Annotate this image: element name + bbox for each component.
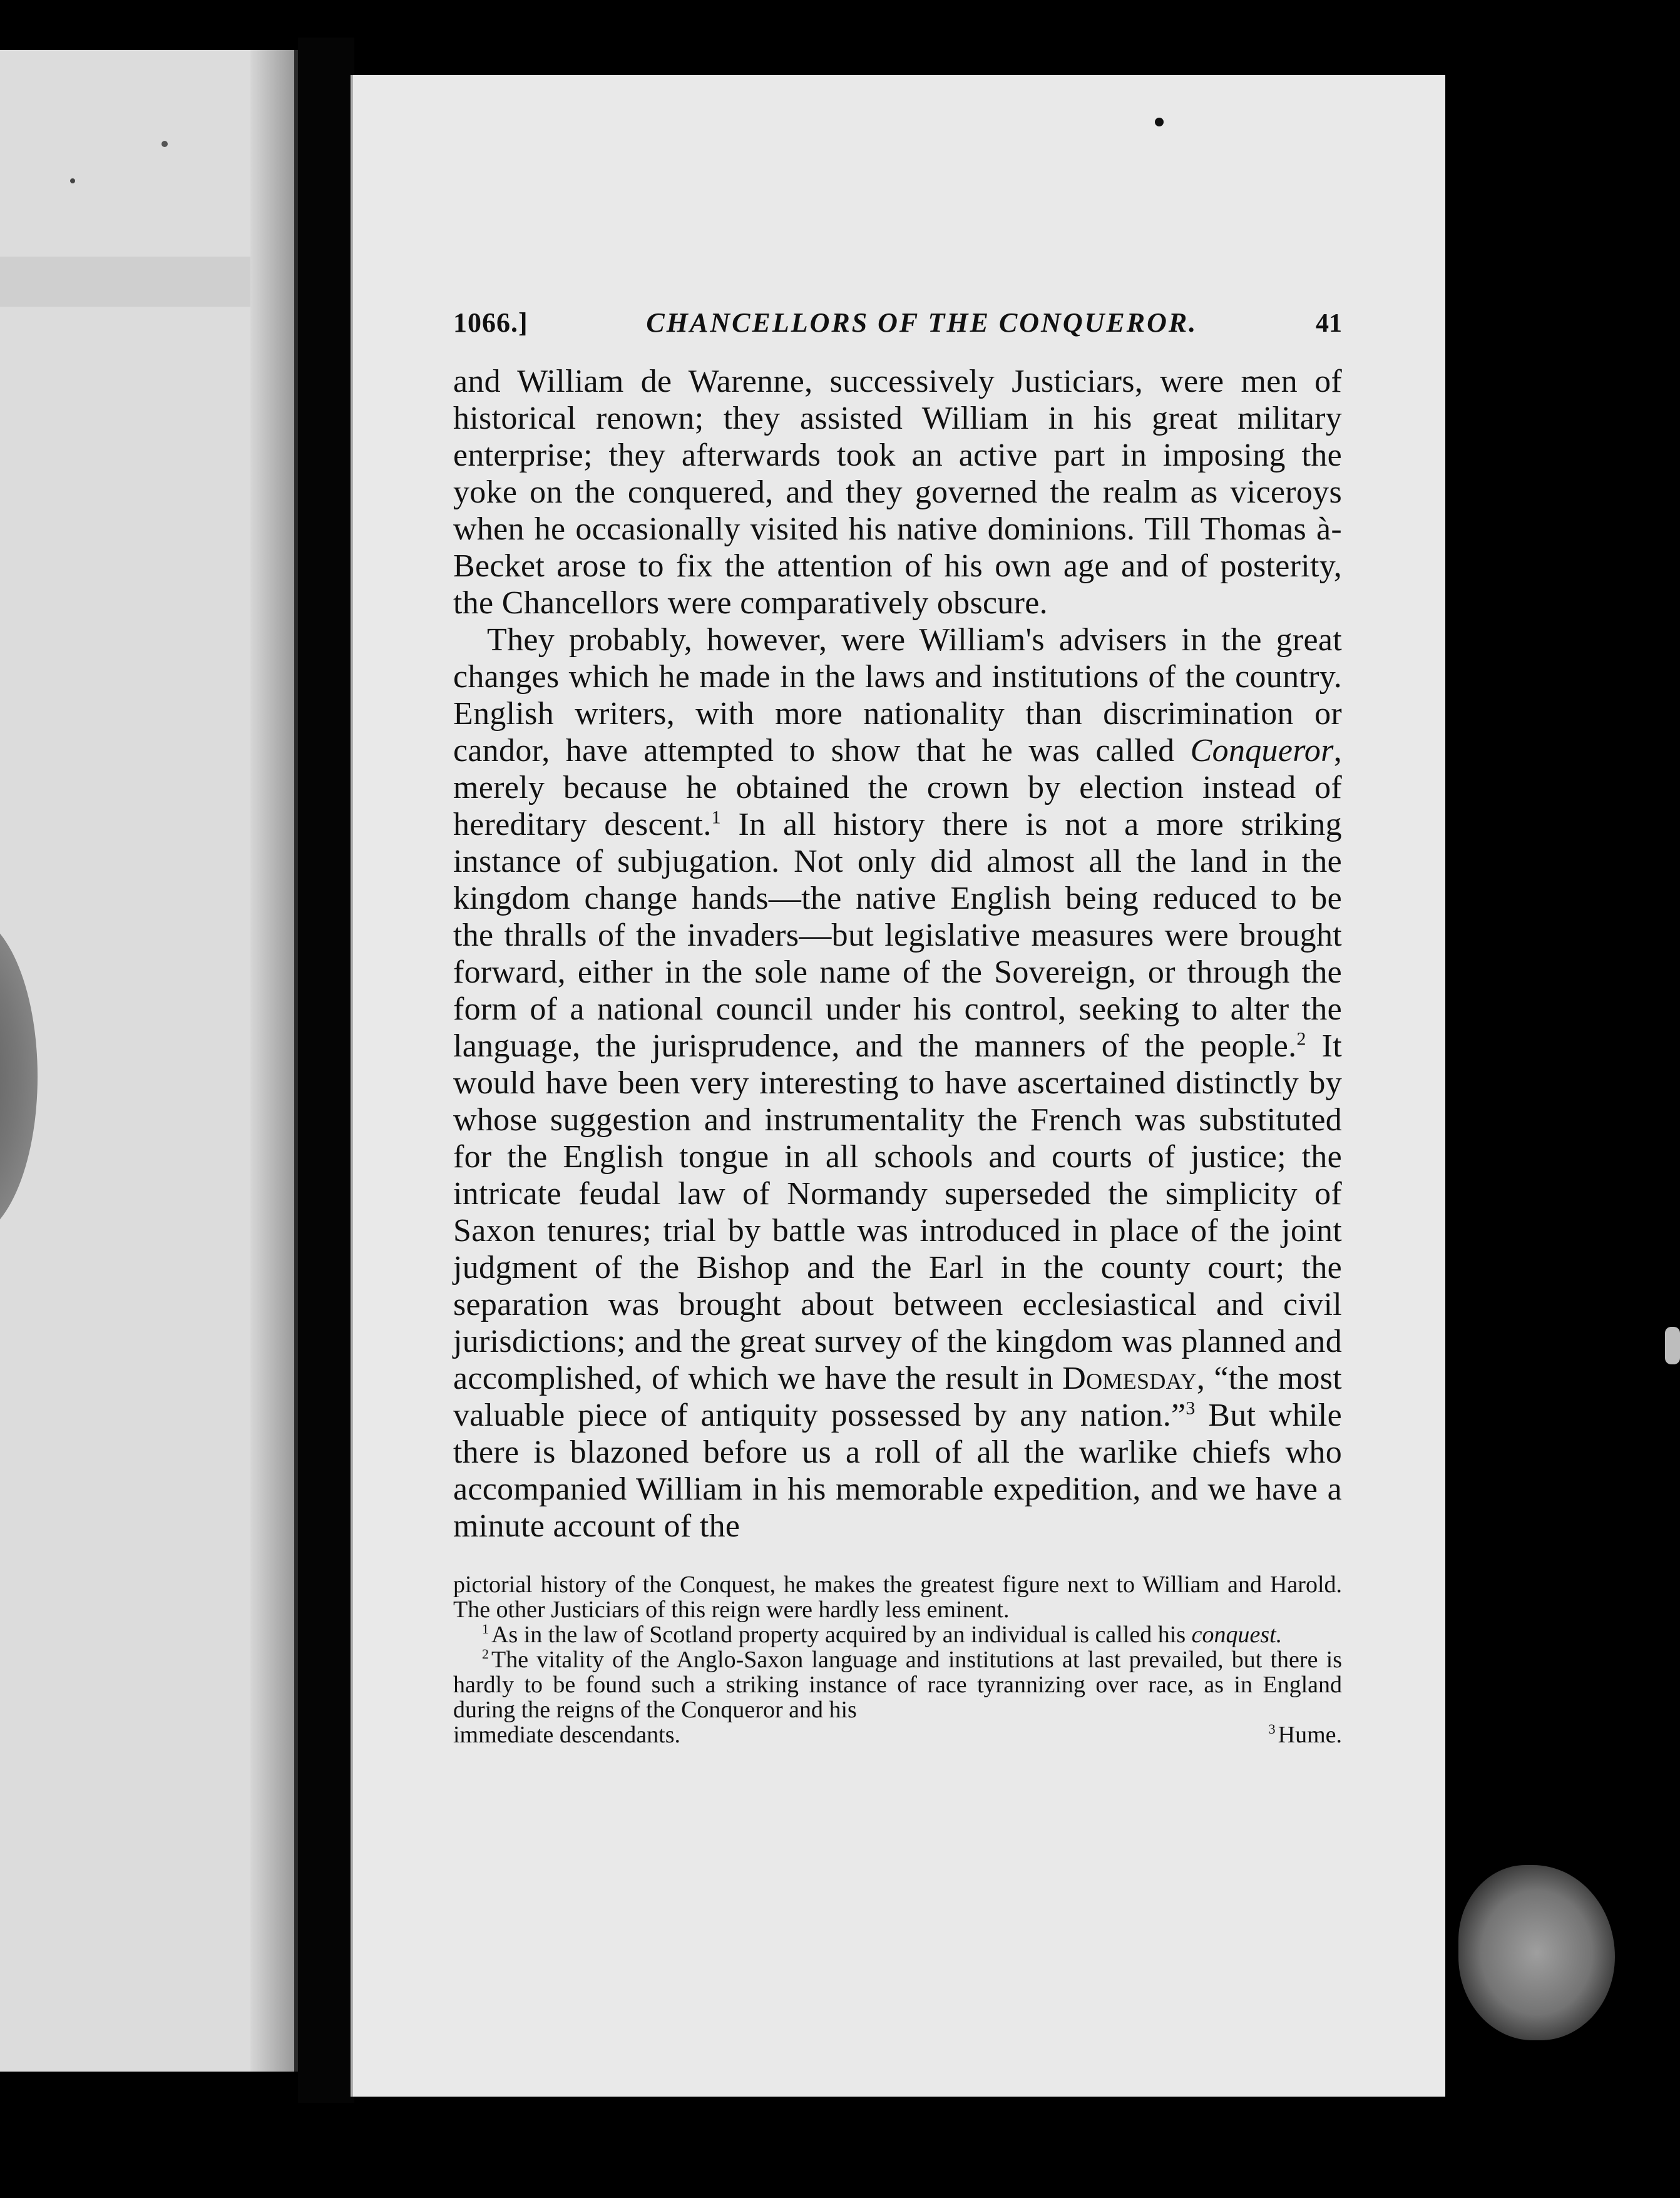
left-page-shadow	[250, 50, 294, 2072]
footnote-1-text: As in the law of Scotland property acquired by an individual is called his	[491, 1622, 1192, 1648]
paragraph-1-text: and William de Warenne, successively Justiciars, were men of historical renown; they assisted William in his great military enterprise; they afterwards took an active part in imposing the yoke on the conquered, and they governed the realm as viceroys when he occasionally visited his native dominions. Till Thomas à-Becket arose to fix the attention of his own age and of posterity, the Chancellors were comparatively obscure.	[453, 364, 1342, 621]
running-head	[453, 307, 1342, 350]
conqueror-italic: Conqueror	[1190, 733, 1334, 769]
dust-speck	[70, 178, 75, 183]
footnote-2-text: The vitality of the Anglo-Saxon language and institutions at last prevailed, but there is hardly to be found such a striking instance of race tyrannizing over race, as in England during the reigns of the Conqueror and his	[453, 1647, 1342, 1723]
footnote-2-number: 2	[482, 1646, 489, 1662]
paragraph-2-text-b: , merely because he obtained the crown by election instead of hereditary descent.	[453, 733, 1342, 842]
left-page-stain	[0, 914, 38, 1239]
dust-speck	[1155, 118, 1164, 126]
body-text	[453, 363, 1342, 1545]
footnote-3-number: 3	[1268, 1721, 1276, 1737]
paragraph-2-text-e: , “the most valuable piece of antiquity possessed by any nation.”	[453, 1361, 1342, 1433]
page-number: 41	[1316, 309, 1342, 338]
footnote-continuation-text: pictorial history of the Conquest, he makes the greatest figure next to William and Harold. The other Justiciars of this reign were hardly less eminent.	[453, 1572, 1342, 1623]
paragraph-2-text-d: It would have been very interesting to have ascertained distinctly by whose suggestion and instrumentality the French was substituted for the English tongue in all schools and courts of justice; the intricate feudal law of Normandy superseded the simplicity of Saxon tenures; trial by battle was introduced in place of the joint judgment of the Bishop and the Earl in the county court; the separation was brought about between ecclesiastical and civil jurisdictions; and the great survey of the kingdom was planned and accomplished, of which we have the result in	[453, 1028, 1343, 1396]
footnote-1	[453, 1622, 1342, 1647]
footnote-1-number: 1	[482, 1621, 489, 1637]
footnote-2-last: immediate descendants.	[453, 1722, 680, 1748]
book-gutter	[298, 38, 354, 2103]
footnote-3-text: Hume.	[1278, 1722, 1342, 1748]
footnote-last-line	[453, 1722, 1342, 1747]
scan-blemish	[1458, 1865, 1615, 2040]
paragraph-2-text-a: They probably, however, were William's advisers in the great changes which he made in the laws and institutions of the country. English writers, with more nationality than discrimination or candor, have attempted to show that he was called	[453, 622, 1342, 769]
footnote-ref-1: 1	[711, 807, 721, 828]
footnote-1-italic: conquest.	[1191, 1622, 1283, 1648]
footnote-ref-2: 2	[1296, 1028, 1306, 1050]
paragraph-1	[453, 363, 1342, 621]
left-page-edge	[0, 50, 298, 2072]
footnotes	[453, 1572, 1342, 1747]
domesday-smallcaps: Domesday	[1062, 1361, 1197, 1396]
header-year: 1066.]	[453, 307, 528, 338]
header-title: CHANCELLORS OF THE CONQUEROR.	[646, 307, 1198, 338]
text-column	[453, 307, 1342, 1747]
book-page	[351, 75, 1445, 2097]
footnote-continuation	[453, 1572, 1342, 1622]
footnote-3	[1269, 1722, 1342, 1747]
dust-speck	[161, 141, 168, 147]
paragraph-2-text-c: In all history there is not a more striking instance of subjugation. Not only did almost all the land in the kingdom change hands—the native English being reduced to be the thralls of the invaders—but legislative measures were brought forward, either in the sole name of the Sovereign, or through the form of a national council under his control, seeking to alter the language, the jurisprudence, and the manners of the people.	[453, 807, 1342, 1064]
paragraph-2	[453, 621, 1342, 1545]
paragraph-2-text-f: But while there is blazoned before us a roll of all the warlike chiefs who accompanied William in his memorable expedition, and we have a minute account of the	[453, 1398, 1342, 1544]
next-page-edge	[1665, 1327, 1680, 1364]
footnote-ref-3: 3	[1186, 1398, 1196, 1419]
footnote-2	[453, 1647, 1342, 1722]
